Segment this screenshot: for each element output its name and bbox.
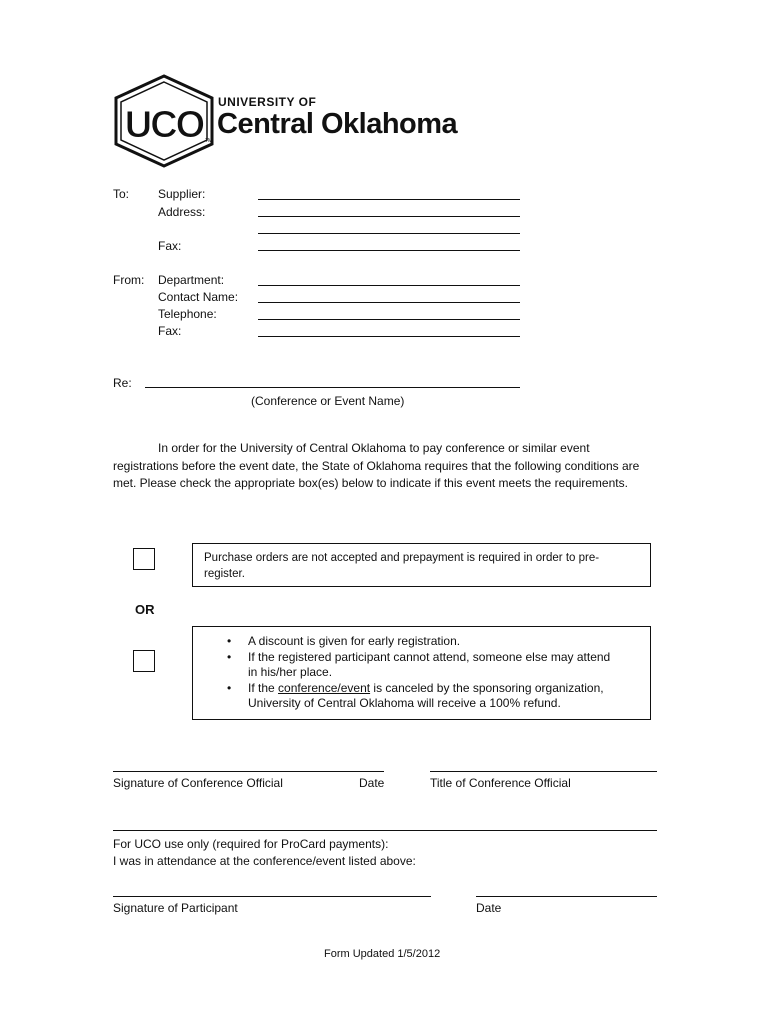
conference-event-underlined: conference/event	[278, 680, 371, 695]
telephone-field-line[interactable]	[258, 319, 520, 320]
from-fax-label: Fax:	[158, 324, 182, 338]
from-fax-field-line[interactable]	[258, 336, 520, 337]
form-updated-footer: Form Updated 1/5/2012	[324, 948, 441, 960]
supplier-field-line[interactable]	[258, 199, 520, 200]
option1-box	[192, 543, 651, 587]
uco-use-divider	[113, 830, 657, 831]
official-title-line[interactable]	[430, 771, 657, 772]
to-fax-field-line[interactable]	[258, 250, 520, 251]
address-field-line-2[interactable]	[258, 233, 520, 234]
or-label: OR	[135, 602, 155, 617]
to-fax-label: Fax:	[158, 239, 182, 253]
contact-name-field-line[interactable]	[258, 302, 520, 303]
official-date-label: Date	[359, 776, 385, 790]
supplier-label: Supplier:	[158, 187, 206, 201]
option2-checkbox[interactable]	[133, 650, 155, 672]
to-label: To:	[113, 187, 130, 201]
re-label: Re:	[113, 376, 132, 390]
option1-checkbox[interactable]	[133, 548, 155, 570]
intro-text: In order for the University of Central Oklahoma to pay conference or similar event registrations before the event date, the State of Oklahoma requires that the following conditions are met. Please check the appropriate box(es) below to indicate if this event meets the requirements.	[113, 441, 640, 490]
logo-mark-text: UCO	[124, 104, 204, 146]
bullet-item-3-cont: University of Central Oklahoma will receive a 100% refund.	[248, 696, 561, 710]
department-label: Department:	[158, 273, 225, 287]
official-title-label: Title of Conference Official	[430, 776, 571, 790]
intro-paragraph	[113, 440, 643, 493]
participant-date-label: Date	[476, 901, 502, 915]
option1-line1: Purchase orders are not accepted and prepayment is required in order to pre-	[204, 552, 600, 564]
official-signature-label: Signature of Conference Official	[113, 776, 283, 790]
from-label: From:	[113, 273, 145, 287]
bullet-icon: •	[227, 680, 232, 695]
department-field-line[interactable]	[258, 285, 520, 286]
uco-use-line1: For UCO use only (required for ProCard payments):	[113, 837, 389, 851]
telephone-label: Telephone:	[158, 307, 217, 321]
participant-date-line[interactable]	[476, 896, 657, 897]
uco-logo-mark	[112, 74, 216, 168]
logo-central-oklahoma: Central Oklahoma	[217, 108, 458, 140]
official-signature-line[interactable]	[113, 771, 384, 772]
uco-use-line2: I was in attendance at the conference/event listed above:	[113, 854, 416, 868]
bullet-icon: •	[227, 649, 232, 664]
address-label: Address:	[158, 205, 206, 219]
participant-signature-line[interactable]	[113, 896, 431, 897]
event-name-field-line[interactable]	[145, 387, 520, 388]
bullet-icon: •	[227, 634, 232, 648]
participant-signature-label: Signature of Participant	[113, 901, 238, 915]
bullet-item-1: • A discount is given for early registration.	[227, 634, 461, 648]
bullet-item-2-cont: in his/her place.	[248, 665, 333, 679]
event-name-caption: (Conference or Event Name)	[251, 394, 405, 408]
option2-bullet-list	[224, 634, 610, 712]
logo-university-of: UNIVERSITY OF	[218, 95, 317, 109]
address-field-line-1[interactable]	[258, 216, 520, 217]
option1-line2: register.	[204, 568, 245, 580]
contact-name-label: Contact Name:	[158, 290, 239, 304]
bullet-item-2: • If the registered participant cannot attend, someone else may attend	[227, 649, 611, 664]
bullet-item-3: • If the conference/event is canceled by the sponsoring organization,	[227, 680, 604, 695]
logo-trademark: TM	[205, 138, 213, 144]
